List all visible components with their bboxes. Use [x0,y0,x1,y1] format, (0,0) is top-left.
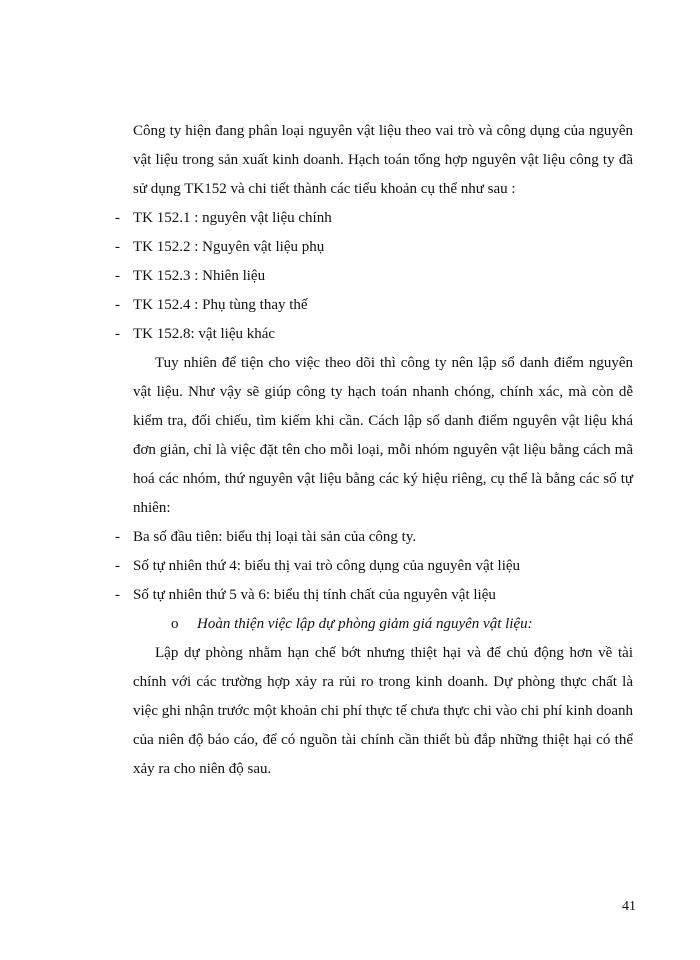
danh-diem-paragraph: Tuy nhiên để tiện cho việc theo dõi thì công ty nên lập sổ danh điểm nguyên vật liệu. Như vậy sẽ giúp công ty hạch toán nhanh chóng, chính xác, mà còn dễ kiểm tra, đối chiếu, tìm kiếm khi cần. Cách lập sổ danh điểm nguyên vật liệu khá đơn giản, chỉ là việc đặt tên cho mỗi loại, mỗi nhóm nguyên vật liệu bằng cách mã hoá các nhóm, thứ nguyên vật liệu bằng các ký hiệu riêng, cụ thể là bằng các số tự nhiên: [133,355,633,516]
list-item [115,204,633,233]
list-item [115,581,633,610]
account-list [115,204,633,349]
subheading [133,610,633,639]
list-item-text: TK 152.8: vật liệu khác [133,326,276,342]
page-number: 41 [622,899,636,914]
list-item-text: Số tự nhiên thứ 5 và 6: biểu thị tính chất của nguyên vật liệu [133,587,496,603]
list-item [115,262,633,291]
list-item-text: TK 152.2 : Nguyên vật liệu phụ [133,239,325,255]
dash-bullet: - [115,529,120,545]
list-item [115,523,633,552]
dash-bullet: - [115,297,120,313]
list-item-text: TK 152.3 : Nhiên liệu [133,268,266,284]
list-item [115,291,633,320]
intro-paragraph: Công ty hiện đang phân loại nguyên vật liệu theo vai trò và công dụng của nguyên vật liệu trong sản xuất kinh doanh. Hạch toán tổng hợp nguyên vật liệu công ty đã sử dụng TK152 và chi tiết thành các tiểu khoản cụ thể như sau : [133,123,633,197]
list-item-text: TK 152.4 : Phụ tùng thay thế [133,297,308,313]
dash-bullet: - [115,326,120,342]
dash-bullet: - [115,210,120,226]
circle-bullet: o [171,616,179,632]
dash-bullet: - [115,239,120,255]
list-item [115,233,633,262]
subheading-text: Hoàn thiện việc lập dự phòng giảm giá nguyên vật liệu: [197,616,533,632]
list-item [115,320,633,349]
list-item-text: Ba số đầu tiên: biểu thị loại tài sản của công ty. [133,529,417,545]
dash-bullet: - [115,587,120,603]
list-item [115,552,633,581]
du-phong-paragraph: Lập dự phòng nhằm hạn chế bớt nhưng thiệt hại và để chủ động hơn về tài chính với các trường hợp xảy ra rủi ro trong kinh doanh. Dự phòng thực chất là việc ghi nhận trước một khoản chi phí thực tế chưa thực chi vào chi phí kinh doanh của niên độ báo cáo, để có nguồn tài chính cần thiết bù đắp những thiệt hại có thể xảy ra cho niên độ sau. [133,645,633,777]
list-item-text: Số tự nhiên thứ 4: biểu thị vai trò công dụng của nguyên vật liệu [133,558,521,574]
list-item-text: TK 152.1 : nguyên vật liệu chính [133,210,332,226]
numbering-list [115,523,633,610]
dash-bullet: - [115,268,120,284]
dash-bullet: - [115,558,120,574]
text-body [115,117,633,784]
